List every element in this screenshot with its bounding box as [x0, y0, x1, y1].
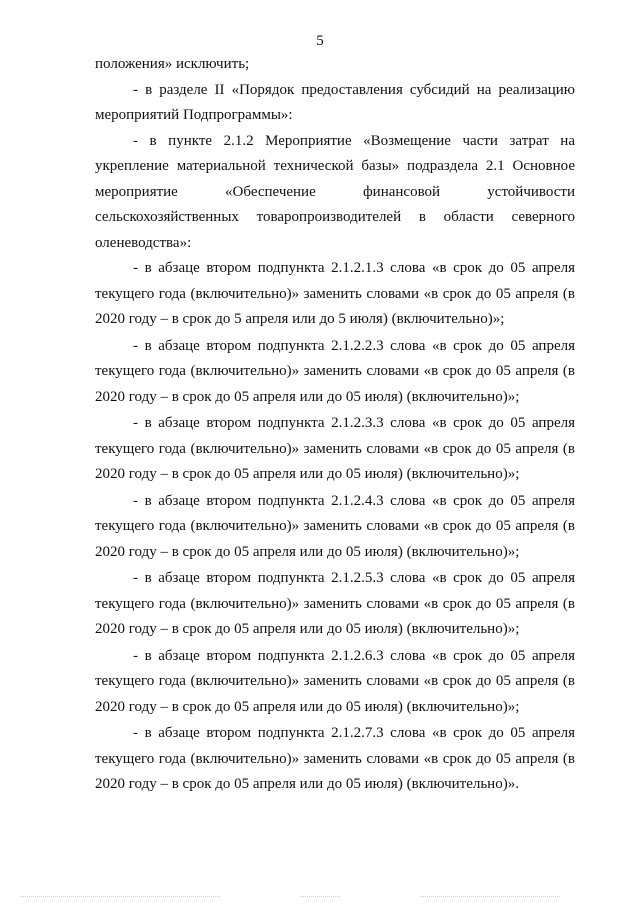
document-body [95, 52, 575, 799]
paragraph-subitem-2-1-2-7-3: - в абзаце втором подпункта 2.1.2.7.3 слова «в срок до 05 апреля текущего года (включительно)» заменить словами «в срок до 05 апреля (в 2020 году – в срок до 05 апреля или до 05 июля) (включительно)». [95, 725, 575, 792]
scan-artifact-line [300, 896, 340, 897]
paragraph-continuation: положения» исключить; [95, 56, 250, 72]
paragraph-subitem-2-1-2-3-3: - в абзаце втором подпункта 2.1.2.3.3 слова «в срок до 05 апреля текущего года (включительно)» заменить словами «в срок до 05 апреля (в 2020 году – в срок до 05 апреля или до 05 июля) (включительно)»; [95, 415, 575, 482]
paragraph-subitem-2-1-2-4-3: - в абзаце втором подпункта 2.1.2.4.3 слова «в срок до 05 апреля текущего года (включительно)» заменить словами «в срок до 05 апреля (в 2020 году – в срок до 05 апреля или до 05 июля) (включительно)»; [95, 492, 575, 560]
paragraph-subitem-2-1-2-2-3: - в абзаце втором подпункта 2.1.2.2.3 слова «в срок до 05 апреля текущего года (включительно)» заменить словами «в срок до 05 апреля (в 2020 году – в срок до 05 апреля или до 05 июля) (включительно)»; [95, 337, 575, 405]
paragraph-subitem-2-1-2-6-3: - в абзаце втором подпункта 2.1.2.6.3 слова «в срок до 05 апреля текущего года (включительно)» заменить словами «в срок до 05 апреля (в 2020 году – в срок до 05 апреля или до 05 июля) (включительно)»; [95, 647, 575, 715]
scan-artifact-line [420, 896, 560, 897]
paragraph-subitem-2-1-2-1-3: - в абзаце втором подпункта 2.1.2.1.3 слова «в срок до 05 апреля текущего года (включительно)» заменить словами «в срок до 05 апреля (в 2020 году – в срок до 5 апреля или до 5 июля) (включительно)»; [95, 260, 575, 327]
page-number: 5 [316, 33, 324, 49]
paragraph-section-ii: - в разделе II «Порядок предоставления субсидий на реализацию мероприятий Подпрограммы»: [95, 81, 575, 123]
paragraph-subitem-2-1-2-5-3: - в абзаце втором подпункта 2.1.2.5.3 слова «в срок до 05 апреля текущего года (включительно)» заменить словами «в срок до 05 апреля (в 2020 году – в срок до 05 апреля или до 05 июля) (включительно)»; [95, 570, 575, 637]
scan-artifact-line [20, 896, 220, 897]
paragraph-item-2-1-2: - в пункте 2.1.2 Мероприятие «Возмещение части затрат на укрепление материальной технической базы» подраздела 2.1 Основное мероприятие «Обеспечение финансовой устойчивости сельскохозяйственных товаропроизводителей в области северного оленеводства»: [95, 132, 575, 251]
